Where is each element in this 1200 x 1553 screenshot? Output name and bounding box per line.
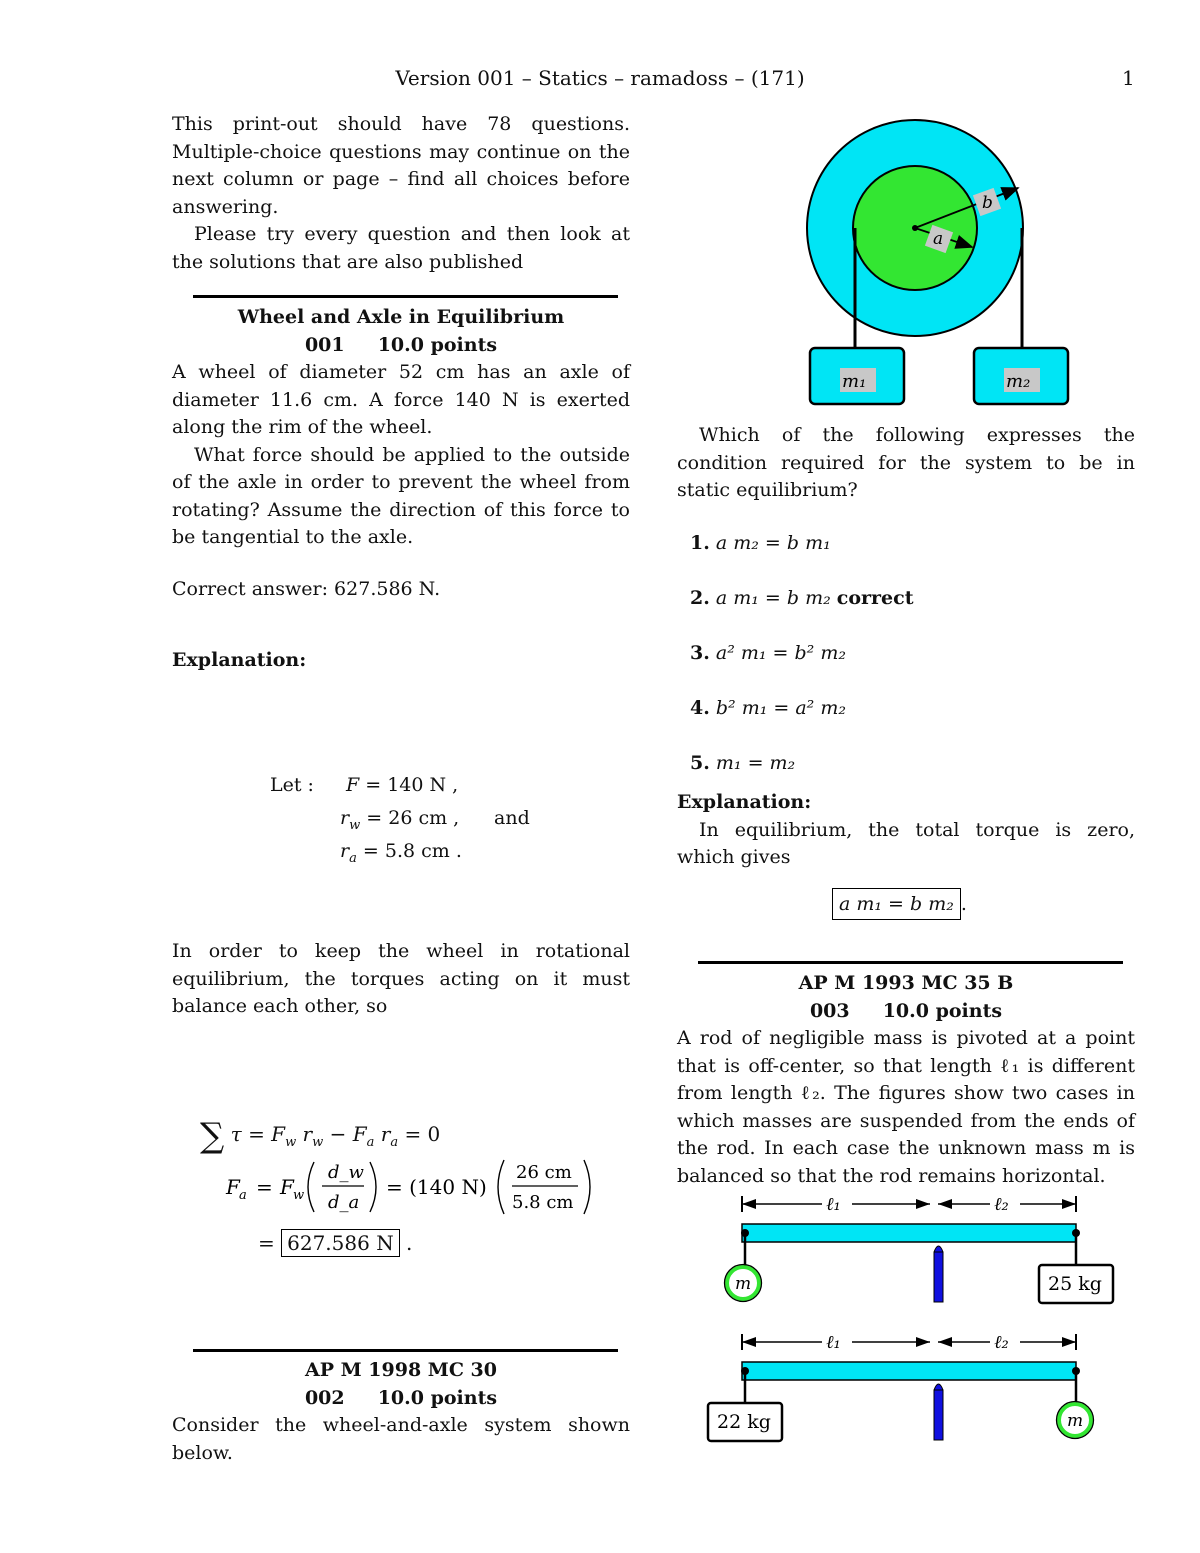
mass-22kg-label: 22 kg: [717, 1411, 771, 1433]
intro-paragraph-2: Please try every question and then look at the solutions that are also published: [172, 223, 630, 273]
final-result: = 627.586 N .: [258, 1231, 413, 1255]
problem-text: A rod of negligible mass is pivoted at a point that is off-center, so that length ℓ₁ is different from length ℓ₂. The figures show two cases in which masses are suspended from the ends of the rod. In each case the unknown mass m is balanced so that the rod remains horizontal.: [677, 1027, 1135, 1187]
boxed-answer: a m₁ = b m₂ .: [832, 893, 967, 915]
frac-da: d_a: [328, 1192, 360, 1213]
let-label: Let :: [270, 774, 314, 796]
length-l2: ℓ₂: [994, 1332, 1009, 1353]
svg-text:a: a: [239, 1188, 247, 1203]
problem-points: 002 10.0 points: [304, 1386, 498, 1409]
frac-5-8cm: 5.8 cm: [512, 1192, 574, 1213]
choice-1[interactable]: 1. a m₂ = b m₁: [690, 532, 831, 554]
question-text: Which of the following expresses the condition required for the system to be in static equilibrium?: [677, 424, 1135, 501]
unknown-mass-label: m: [1067, 1411, 1084, 1431]
intro-paragraph: This print-out should have 78 questions. Multiple-choice questions may continue on the next column or page – find all choices before answering.: [172, 113, 630, 218]
length-l2: ℓ₂: [994, 1194, 1009, 1215]
problem-title: Wheel and Axle in Equilibrium: [237, 306, 565, 328]
label-m2: m₂: [1006, 371, 1031, 392]
svg-text:F: F: [280, 1175, 294, 1199]
length-l1: ℓ₁: [826, 1332, 841, 1353]
unknown-mass-label: m: [735, 1274, 752, 1294]
label-a: a: [933, 229, 944, 249]
rod-bar: [742, 1224, 1076, 1242]
choice-4[interactable]: 4. b² m₁ = a² m₂: [690, 697, 846, 719]
eq-middle: = (140 N): [386, 1175, 487, 1199]
svg-text:=: =: [256, 1175, 273, 1199]
given-axle-radius: $r_a = 5.8$ cm .: [340, 840, 462, 866]
and-word: and: [494, 807, 530, 829]
pivot: [934, 1246, 943, 1302]
problem-text: Consider the wheel-and-axle system shown below.: [172, 1414, 630, 1464]
svg-text:F: F: [226, 1175, 240, 1199]
explanation-text: In equilibrium, the total torque is zero, which gives: [677, 818, 1135, 868]
section-rule: [193, 295, 618, 298]
force-ratio-equation: [222, 1152, 622, 1222]
problem-title: AP M 1998 MC 30: [305, 1359, 497, 1381]
label-m1: m₁: [842, 371, 867, 392]
label-b: b: [982, 193, 993, 213]
problem-points: 003 10.0 points: [809, 999, 1003, 1022]
pivot: [934, 1384, 943, 1440]
svg-text:w: w: [293, 1188, 305, 1203]
page-header: Version 001 – Statics – ramadoss – (171): [395, 66, 805, 90]
frac-dw: d_w: [328, 1162, 364, 1183]
rod-figure-1: [718, 1190, 1123, 1310]
given-wheel-radius: $r_w = 26$ cm ,: [340, 807, 460, 833]
length-l1: ℓ₁: [826, 1194, 841, 1215]
mass-25kg-label: 25 kg: [1048, 1273, 1102, 1295]
torque-sum-equation: ∑ $\tau = F_w$ $r_w - F_a$ $r_a = 0$: [200, 1116, 441, 1156]
explanation-label: Explanation:: [677, 791, 812, 813]
explanation-label: Explanation:: [172, 649, 307, 671]
problem-title: AP M 1993 MC 35 B: [798, 972, 1014, 994]
correct-tag: correct: [836, 587, 914, 609]
wheel-axle-figure: [800, 110, 1085, 410]
correct-answer: Correct answer: 627.586 N.: [172, 578, 441, 600]
frac-26cm: 26 cm: [516, 1162, 572, 1183]
section-rule: [193, 1349, 618, 1352]
explanation-text: In order to keep the wheel in rotational equilibrium, the torques acting on it must balance each other, so: [172, 940, 630, 1017]
choice-3[interactable]: 3. a² m₁ = b² m₂: [690, 642, 846, 664]
given-force: F = 140 N ,: [346, 774, 459, 796]
page-number: 1: [1122, 66, 1135, 90]
choice-5[interactable]: 5. m₁ = m₂: [690, 752, 796, 774]
rod-figure-2: [700, 1328, 1120, 1448]
problem-points: 001 10.0 points: [304, 333, 498, 356]
rod-bar: [742, 1362, 1076, 1380]
section-rule: [698, 961, 1123, 964]
problem-question: What force should be applied to the outside of the axle in order to prevent the wheel from rotating? Assume the direction of this force to be tangential to the axle.: [172, 443, 630, 548]
problem-text: A wheel of diameter 52 cm has an axle of diameter 11.6 cm. A force 140 N is exerted along the rim of the wheel.: [172, 361, 630, 438]
choice-2[interactable]: 2. a m₁ = b m₂ correct: [690, 587, 914, 609]
